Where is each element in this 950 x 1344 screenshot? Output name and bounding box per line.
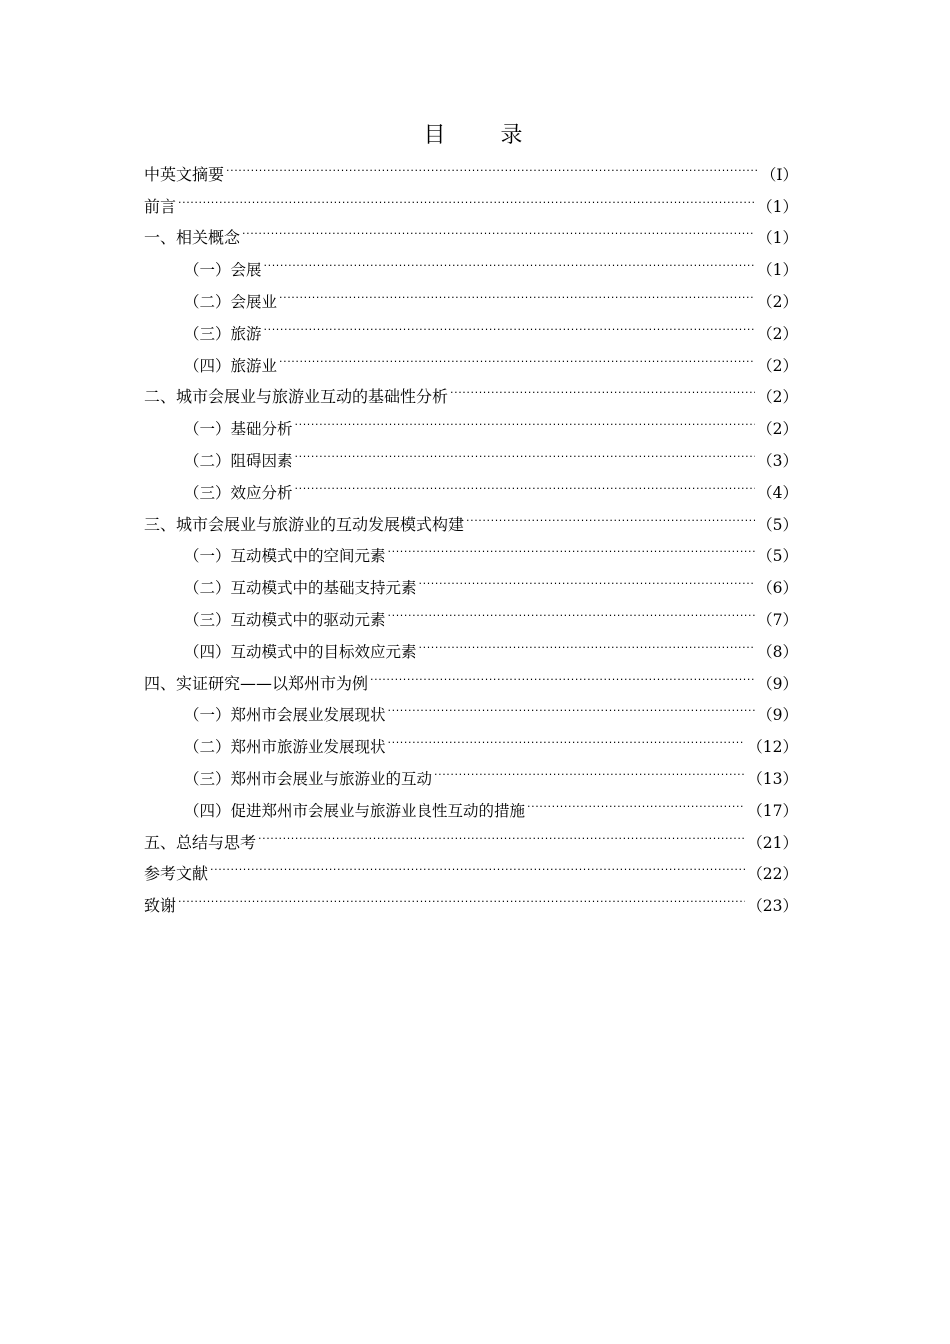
toc-dot-leader	[388, 530, 756, 562]
toc-entry-text: 四、实证研究——以郑州市为例	[144, 673, 369, 693]
toc-entry-text: （四）旅游业	[184, 356, 278, 375]
toc-entry-text: （一）互动模式中的空间元素	[184, 547, 386, 566]
toc-entry-text: 前言	[144, 196, 177, 216]
toc-dot-leader	[295, 402, 756, 434]
toc-entry-page: （2）	[757, 324, 798, 343]
toc-entry-text: 二、城市会展业与旅游业互动的基础性分析	[144, 387, 449, 407]
toc-entry-page: （9）	[757, 706, 798, 725]
toc-entry-page: （23）	[747, 897, 798, 916]
toc-entry-page: （2）	[757, 388, 798, 407]
toc-entry-text: （三）郑州市会展业与旅游业的互动	[184, 769, 433, 788]
toc-entry-page: （Ⅰ）	[760, 165, 798, 184]
toc-entry[interactable]	[144, 148, 798, 184]
toc-entry-page: （7）	[757, 610, 798, 629]
toc-dot-leader	[279, 275, 755, 307]
toc-entry-text: （一）郑州市会展业发展现状	[184, 706, 386, 725]
toc-dot-leader	[419, 561, 756, 593]
toc-dot-leader	[210, 848, 745, 880]
toc-dot-leader	[295, 434, 756, 466]
toc-dot-leader	[226, 148, 759, 180]
toc-entry-page: （17）	[747, 801, 798, 820]
toc-dot-leader	[419, 625, 756, 657]
toc-entry-text: （二）会展业	[184, 292, 278, 311]
toc-entry-text: 参考文献	[144, 864, 209, 884]
toc-entry-page: （1）	[757, 229, 798, 248]
toc-entry-page: （13）	[747, 769, 798, 788]
toc-dot-leader	[258, 816, 745, 848]
toc-entry-text: （二）互动模式中的基础支持元素	[184, 579, 417, 598]
toc-entry-text: 中英文摘要	[144, 164, 225, 184]
toc-entry-text: （四）促进郑州市会展业与旅游业良性互动的措施	[184, 801, 526, 820]
toc-entry[interactable]	[144, 879, 798, 916]
toc-dot-leader	[527, 784, 745, 816]
toc-dot-leader	[178, 180, 755, 212]
toc-dot-leader	[264, 243, 756, 275]
toc-entry-text: （三）旅游	[184, 324, 262, 343]
toc-dot-leader	[295, 466, 756, 498]
toc-dot-leader	[178, 879, 745, 911]
toc-dot-leader	[450, 371, 755, 403]
toc-dot-leader	[242, 212, 755, 244]
toc-dot-leader	[370, 657, 755, 689]
toc-dot-leader	[279, 339, 755, 371]
toc-entry-page: （2）	[757, 356, 798, 375]
toc-entry-page: （4）	[757, 483, 798, 502]
toc-dot-leader	[434, 752, 745, 784]
toc-entry-text: （三）效应分析	[184, 483, 293, 502]
toc-dot-leader	[388, 720, 746, 752]
toc-entry-page: （1）	[757, 261, 798, 280]
toc-entry-text: （四）互动模式中的目标效应元素	[184, 642, 417, 661]
toc-dot-leader	[264, 307, 756, 339]
toc-entry-page: （12）	[747, 738, 798, 757]
toc-entry-text: （一）会展	[184, 261, 262, 280]
toc-entry[interactable]	[144, 243, 798, 280]
toc-entry-page: （8）	[757, 642, 798, 661]
toc-entry-page: （22）	[747, 865, 798, 884]
toc-entry[interactable]	[144, 212, 798, 248]
toc-entry-text: 致谢	[144, 896, 177, 916]
toc-entry-text: 一、相关概念	[144, 228, 241, 248]
toc-entry-text: （一）基础分析	[184, 420, 293, 439]
toc-entry-page: （2）	[757, 292, 798, 311]
toc-entry[interactable]	[144, 180, 798, 216]
table-of-contents	[144, 148, 798, 916]
toc-entry-page: （1）	[757, 197, 798, 216]
toc-dot-leader	[466, 498, 755, 530]
toc-entry-text: 三、城市会展业与旅游业的互动发展模式构建	[144, 514, 465, 534]
toc-entry-text: 五、总结与思考	[144, 832, 257, 852]
toc-entry-text: （二）阻碍因素	[184, 451, 293, 470]
toc-entry[interactable]	[144, 848, 798, 884]
toc-entry-text: （三）互动模式中的驱动元素	[184, 610, 386, 629]
toc-title: 目 录	[423, 123, 547, 148]
toc-entry-page: （3）	[757, 451, 798, 470]
toc-entry-page: （5）	[757, 547, 798, 566]
toc-dot-leader	[388, 593, 756, 625]
toc-dot-leader	[388, 689, 756, 721]
toc-entry-page: （21）	[747, 833, 798, 852]
toc-entry-text: （二）郑州市旅游业发展现状	[184, 738, 386, 757]
toc-entry-page: （9）	[757, 674, 798, 693]
toc-entry-page: （2）	[757, 420, 798, 439]
toc-entry-page: （5）	[757, 515, 798, 534]
toc-entry-page: （6）	[757, 579, 798, 598]
